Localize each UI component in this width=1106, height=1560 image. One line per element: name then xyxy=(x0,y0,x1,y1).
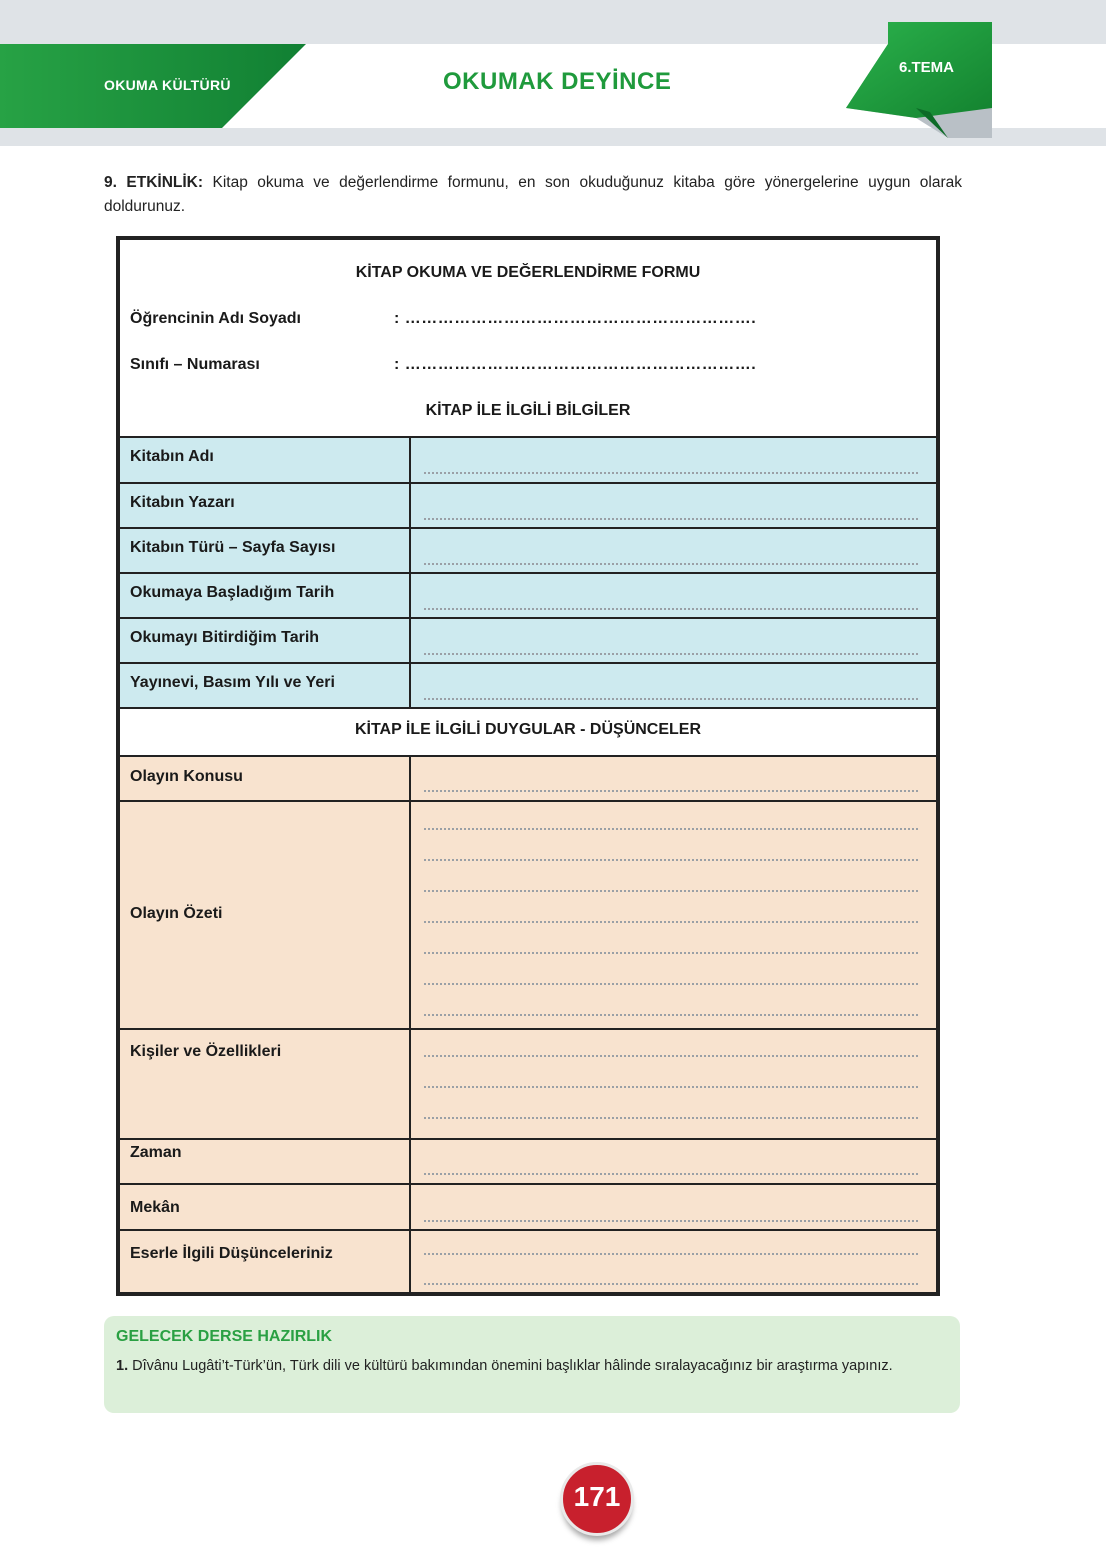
book-info-row xyxy=(120,436,936,482)
thoughts-heading: KİTAP İLE İLGİLİ DUYGULAR - DÜŞÜNCELER xyxy=(354,721,702,738)
column-divider xyxy=(409,1140,411,1183)
book-info-row xyxy=(120,662,936,707)
column-divider xyxy=(409,1185,411,1229)
student-name-label: Öğrencinin Adı Soyadı xyxy=(130,310,301,327)
row-label: Kitabın Adı xyxy=(130,448,214,465)
class-number-field[interactable]: : ………………………………………………………. xyxy=(394,356,757,373)
answer-line[interactable] xyxy=(424,1283,918,1285)
answer-line[interactable] xyxy=(424,1117,918,1119)
book-info-row xyxy=(120,482,936,527)
answer-line[interactable] xyxy=(424,608,918,610)
column-divider xyxy=(409,529,411,572)
column-divider xyxy=(409,802,411,1028)
column-divider xyxy=(409,484,411,527)
row-label: Olayın Konusu xyxy=(130,768,243,785)
thoughts-row xyxy=(120,755,936,800)
activity-instruction xyxy=(104,171,962,219)
evaluation-form xyxy=(116,236,940,1296)
answer-line[interactable] xyxy=(424,1014,918,1016)
thoughts-heading-row xyxy=(120,707,936,755)
row-label: Eserle İlgili Düşünceleriniz xyxy=(130,1245,333,1262)
answer-line[interactable] xyxy=(424,828,918,830)
column-divider xyxy=(409,664,411,707)
page-title: OKUMAK DEYİNCE xyxy=(443,68,672,95)
book-info-row xyxy=(120,617,936,662)
thoughts-row xyxy=(120,1229,936,1292)
row-label: Kişiler ve Özellikleri xyxy=(130,1043,282,1060)
column-divider xyxy=(409,1231,411,1292)
activity-text: Kitap okuma ve değerlendirme formunu, en son okuduğunuz kitaba göre yönergelerine uygun olarak doldurunuz. xyxy=(104,174,962,215)
thoughts-row xyxy=(120,1183,936,1229)
row-label: Mekân xyxy=(130,1199,180,1216)
column-divider xyxy=(409,619,411,662)
preparation-body: Dîvânu Lugâti’t-Türk’ün, Türk dili ve kültürü bakımından önemini başlıklar hâlinde sıralayacağınız bir araştırma yapınız. xyxy=(132,1358,893,1374)
answer-line[interactable] xyxy=(424,472,918,474)
answer-line[interactable] xyxy=(424,1253,918,1255)
form-title: KİTAP OKUMA VE DEĞERLENDİRME FORMU xyxy=(355,264,701,281)
class-number-label: Sınıfı – Numarası xyxy=(130,356,260,373)
row-label: Olayın Özeti xyxy=(130,905,223,922)
theme-label: 6.TEMA xyxy=(899,59,955,76)
student-name-field[interactable]: : ………………………………………………………. xyxy=(394,310,757,327)
row-label: Kitabın Türü – Sayfa Sayısı xyxy=(130,539,336,556)
column-divider xyxy=(409,574,411,617)
answer-line[interactable] xyxy=(424,518,918,520)
answer-line[interactable] xyxy=(424,983,918,985)
answer-line[interactable] xyxy=(424,698,918,700)
answer-line[interactable] xyxy=(424,790,918,792)
next-lesson-preparation xyxy=(104,1316,960,1413)
preparation-text xyxy=(116,1356,952,1377)
row-label: Yayınevi, Basım Yılı ve Yeri xyxy=(130,674,335,691)
answer-line[interactable] xyxy=(424,653,918,655)
column-divider xyxy=(409,1030,411,1138)
answer-line[interactable] xyxy=(424,1086,918,1088)
activity-label: 9. ETKİNLİK: xyxy=(104,174,204,191)
row-label: Okumaya Başladığım Tarih xyxy=(130,584,335,601)
page-number: 171 xyxy=(573,1481,621,1512)
answer-line[interactable] xyxy=(424,952,918,954)
page-number-badge xyxy=(560,1462,634,1536)
answer-line[interactable] xyxy=(424,859,918,861)
book-info-heading: KİTAP İLE İLGİLİ BİLGİLER xyxy=(425,402,631,419)
preparation-number: 1. xyxy=(116,1358,129,1374)
row-label: Okumayı Bitirdiğim Tarih xyxy=(130,629,320,646)
answer-line[interactable] xyxy=(424,563,918,565)
thoughts-row xyxy=(120,1138,936,1183)
preparation-title: GELECEK DERSE HAZIRLIK xyxy=(116,1328,333,1345)
answer-line[interactable] xyxy=(424,921,918,923)
answer-line[interactable] xyxy=(424,890,918,892)
answer-line[interactable] xyxy=(424,1055,918,1057)
column-divider xyxy=(409,438,411,482)
book-info-row xyxy=(120,572,936,617)
thoughts-row xyxy=(120,800,936,1028)
row-label: Zaman xyxy=(130,1144,182,1161)
row-label: Kitabın Yazarı xyxy=(130,494,235,511)
book-info-row xyxy=(120,527,936,572)
section-title: OKUMA KÜLTÜRÜ xyxy=(104,77,231,93)
thoughts-row xyxy=(120,1028,936,1138)
column-divider xyxy=(409,757,411,800)
answer-line[interactable] xyxy=(424,1220,918,1222)
answer-line[interactable] xyxy=(424,1173,918,1175)
